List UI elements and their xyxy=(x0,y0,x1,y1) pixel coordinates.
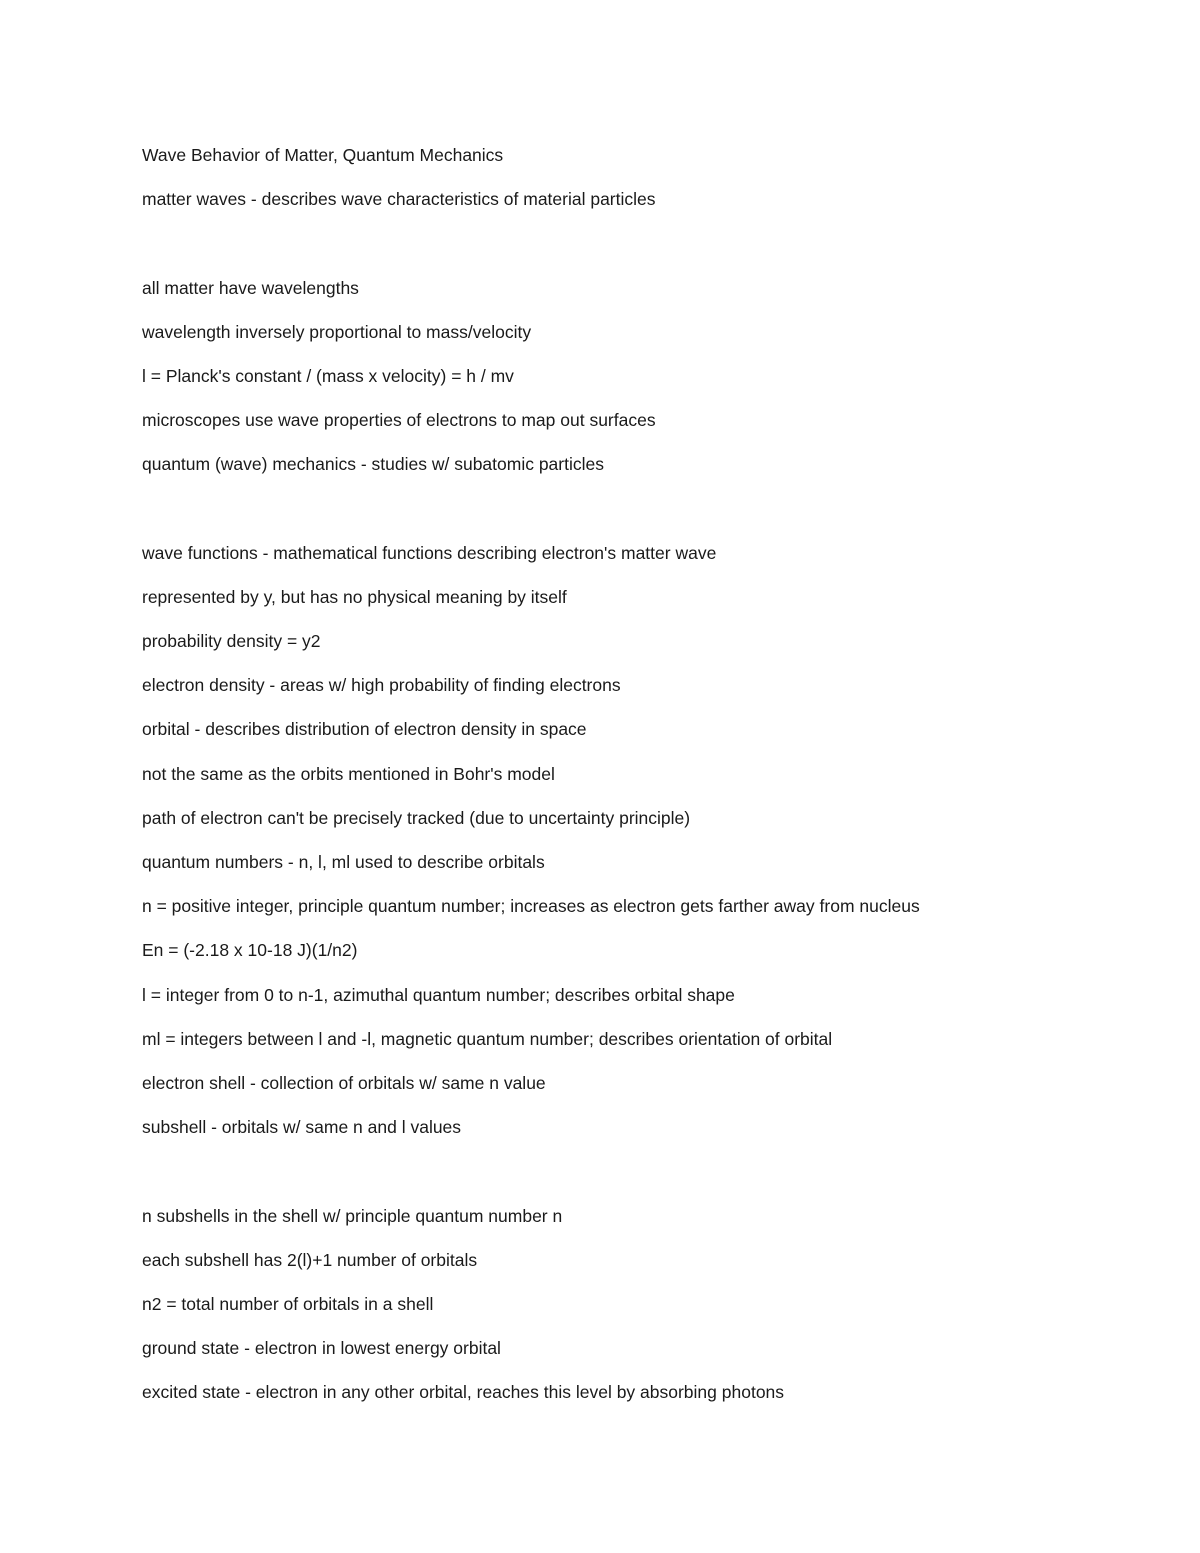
text-line: electron density - areas w/ high probability of finding electrons xyxy=(142,675,621,696)
text-line: l = integer from 0 to n-1, azimuthal quantum number; describes orbital shape xyxy=(142,984,735,1005)
text-line: wavelength inversely proportional to mass/velocity xyxy=(142,321,532,342)
text-line: orbital - describes distribution of electron density in space xyxy=(142,719,587,740)
text-line: represented by y, but has no physical meaning by itself xyxy=(142,586,567,607)
text-line: n2 = total number of orbitals in a shell xyxy=(142,1293,434,1314)
text-line: En = (-2.18 x 10-18 J)(1/n2) xyxy=(142,940,358,961)
text-line: matter waves - describes wave characteristics of material particles xyxy=(142,189,656,210)
text-line: quantum numbers - n, l, ml used to describe orbitals xyxy=(142,852,545,872)
blank-line xyxy=(142,232,1142,254)
text-line: excited state - electron in any other orbital, reaches this level by absorbing photons xyxy=(142,1382,785,1403)
text-line: wave functions - mathematical functions describing electron's matter wave xyxy=(142,542,717,563)
text-line: quantum (wave) mechanics - studies w/ subatomic particles xyxy=(142,454,604,475)
text-line: n subshells in the shell w/ principle quantum number n xyxy=(142,1205,563,1226)
text-line: l = Planck's constant / (mass x velocity) = h / mv xyxy=(142,365,514,386)
text-line: ml = integers between l and -l, magnetic quantum number; describes orientation of orbital xyxy=(142,1028,833,1049)
text-line: n = positive integer, principle quantum number; increases as electron gets farther away from nucleus xyxy=(142,896,920,917)
text-line: path of electron can't be precisely tracked (due to uncertainty principle) xyxy=(142,807,691,828)
text-line: ground state - electron in lowest energy orbital xyxy=(142,1338,501,1359)
text-line: not the same as the orbits mentioned in Bohr's model xyxy=(142,763,555,784)
text-line: subshell - orbitals w/ same n and l values xyxy=(142,1117,462,1138)
text-line: electron shell - collection of orbitals w/ same n value xyxy=(142,1072,546,1093)
text-line: each subshell has 2(l)+1 number of orbitals xyxy=(142,1249,478,1270)
blank-line xyxy=(142,1160,1142,1182)
text-line: microscopes use wave properties of electrons to map out surfaces xyxy=(142,410,656,431)
text-line: probability density = y2 xyxy=(142,631,321,652)
blank-line xyxy=(142,498,1142,520)
document-title: Wave Behavior of Matter, Quantum Mechanics xyxy=(142,145,504,165)
text-line: all matter have wavelengths xyxy=(142,277,359,298)
document-body xyxy=(142,144,1142,1425)
